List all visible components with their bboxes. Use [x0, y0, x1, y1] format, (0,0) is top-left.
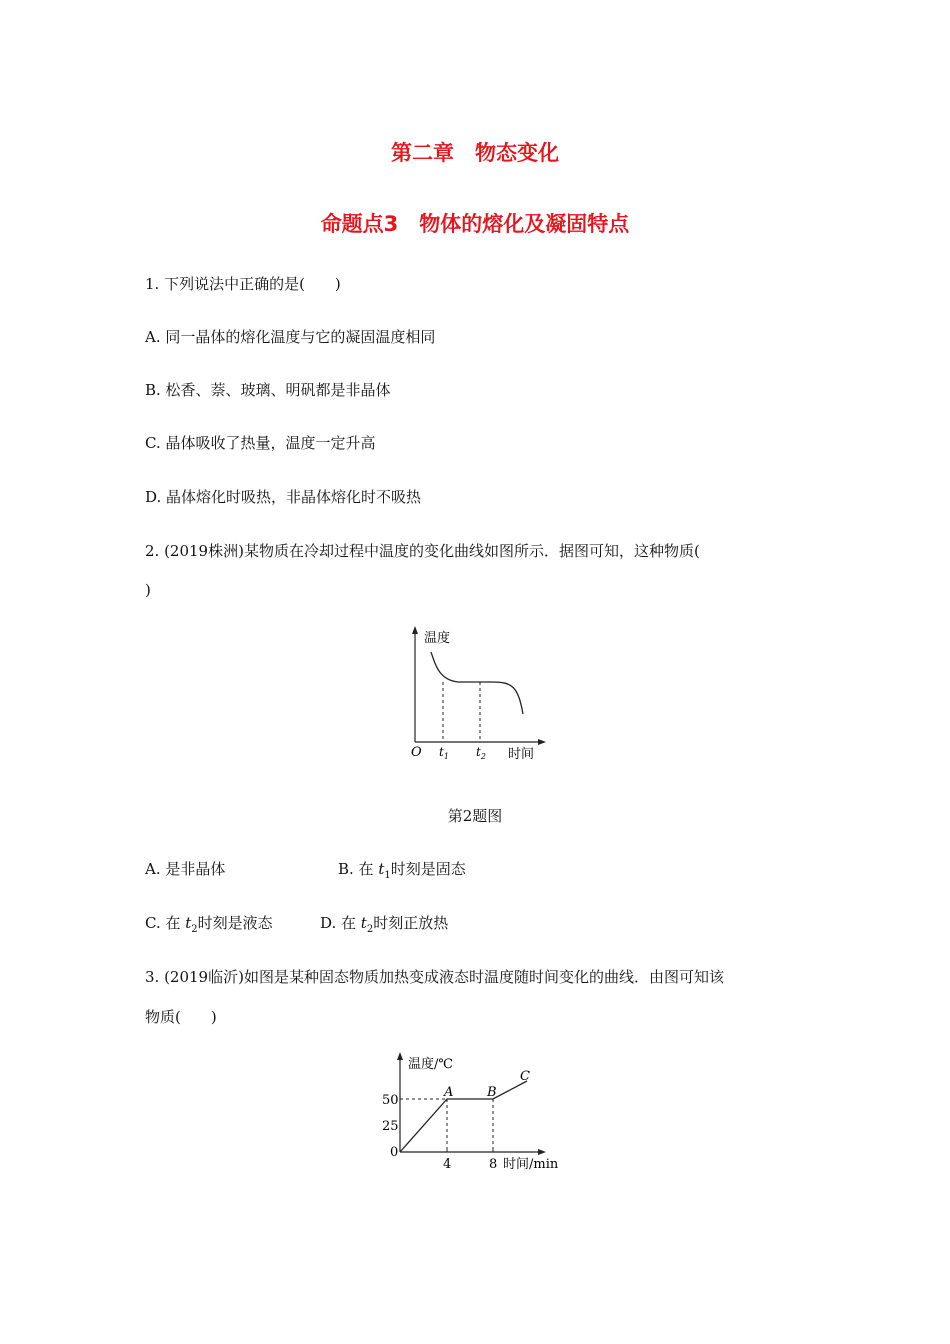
q1-option-c: C. 晶体吸收了热量，温度一定升高 — [145, 434, 376, 452]
q3-x-axis-arrow — [538, 1149, 546, 1155]
q2-cooling-curve — [431, 652, 523, 714]
q3-stem-line2: 物质( ) — [145, 1008, 217, 1026]
q3-y-tick-25: 25 — [382, 1119, 399, 1134]
q2-x-label: 时间 — [508, 747, 535, 762]
q3-x-tick-8: 8 — [489, 1157, 498, 1172]
q3-x-label: 时间/min — [503, 1157, 559, 1172]
q3-point-a: A — [444, 1085, 454, 1100]
q2-option-d: D. 在 $t_2$时刻正放热 — [320, 914, 449, 935]
section-title: 命题点3 物体的熔化及凝固特点 — [320, 212, 630, 236]
q2-option-a: A. 是非晶体 — [145, 860, 226, 878]
q3-y-label: 温度/℃ — [408, 1057, 453, 1072]
q3-point-c: C — [520, 1069, 530, 1084]
q1-option-b: B. 松香、萘、玻璃、明矾都是非晶体 — [145, 381, 391, 399]
q2-t1-label: $t_1$ — [439, 745, 449, 761]
q3-y-axis-arrow — [397, 1052, 403, 1060]
q2-stem-line2: ) — [145, 581, 151, 599]
q2-origin-label: O — [411, 745, 422, 760]
q2-y-axis-arrow — [412, 626, 418, 634]
q3-heating-curve — [400, 1081, 527, 1152]
q1-option-d: D. 晶体熔化时吸热，非晶体熔化时不吸热 — [145, 488, 422, 506]
q2-cooling-curve-figure — [400, 622, 560, 767]
chapter-title: 第二章 物态变化 — [391, 141, 559, 165]
q3-origin-label: 0 — [390, 1145, 399, 1160]
q3-x-tick-4: 4 — [443, 1157, 452, 1172]
q1-stem: 1. 下列说法中正确的是( ) — [145, 275, 341, 293]
q2-stem-line1: 2. (2019株洲)某物质在冷却过程中温度的变化曲线如图所示．据图可知，这种物质( — [145, 542, 700, 560]
q2-option-c: C. 在 $t_2$时刻是液态 — [145, 914, 273, 935]
q2-figure-caption: 第2题图 — [447, 807, 503, 825]
q3-stem-line1: 3. (2019临沂)如图是某种固态物质加热变成液态时温度随时间变化的曲线．由图可知该 — [145, 968, 724, 986]
q2-x-axis-arrow — [538, 739, 546, 745]
q3-heating-curve-figure — [372, 1048, 577, 1178]
q2-option-b: B. 在 $t_1$时刻是固态 — [338, 860, 466, 881]
q2-y-label: 温度 — [424, 631, 451, 646]
q2-t2-label: $t_2$ — [476, 745, 486, 761]
q1-option-a: A. 同一晶体的熔化温度与它的凝固温度相同 — [145, 328, 436, 346]
q3-y-tick-50: 50 — [382, 1093, 399, 1108]
q3-point-b: B — [487, 1085, 497, 1100]
